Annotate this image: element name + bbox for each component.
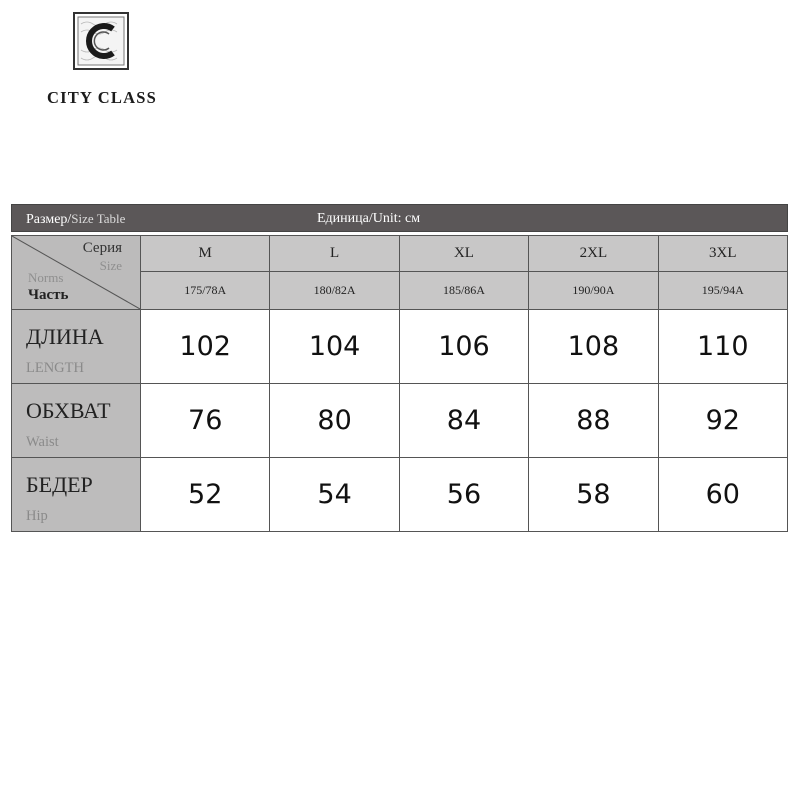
corner-header [12,236,141,310]
size-norm-xl: 185/86A [399,272,528,310]
table-row-waist [12,383,788,457]
value-cell: 88 [529,383,658,457]
row-label-ru: ДЛИНА [26,323,104,349]
size-header-m: M [141,236,270,272]
brand-name: CITY CLASS [47,88,157,107]
value-cell: 84 [399,383,528,457]
value-cell: 76 [141,383,270,457]
value-cell: 110 [658,309,787,383]
size-header-2xl: 2XL [529,236,658,272]
row-label-en: Hip [26,507,48,524]
size-norm-3xl: 195/94A [658,272,787,310]
row-label-length [12,309,141,383]
corner-series-en: Size [99,258,122,273]
size-norm-m: 175/78A [141,272,270,310]
size-grid [11,235,788,532]
value-cell: 52 [141,457,270,531]
corner-norms-en: Norms [28,270,64,285]
value-cell: 104 [270,309,399,383]
row-label-hip [12,457,141,531]
table-title-bar [11,204,788,232]
row-label-ru: БЕДЕР [26,471,93,497]
size-norm-2xl: 190/90A [529,272,658,310]
corner-part-ru: Часть [28,287,69,303]
table-row-hip [12,457,788,531]
value-cell: 102 [141,309,270,383]
size-header-l: L [270,236,399,272]
table-title-ru: Размер/ [26,212,72,227]
value-cell: 60 [658,457,787,531]
value-cell: 54 [270,457,399,531]
row-label-en: Waist [26,433,59,450]
row-label-ru: ОБХВАТ [26,397,111,423]
value-cell: 108 [529,309,658,383]
value-cell: 56 [399,457,528,531]
value-cell: 92 [658,383,787,457]
table-unit: Единица/Unit: см [317,211,421,226]
size-header-3xl: 3XL [658,236,787,272]
row-label-en: LENGTH [26,359,84,376]
value-cell: 106 [399,309,528,383]
table-row-length [12,309,788,383]
value-cell: 80 [270,383,399,457]
row-label-waist [12,383,141,457]
c-monogram-icon [73,12,129,70]
corner-series-ru: Серия [82,240,122,256]
size-norm-l: 180/82A [270,272,399,310]
size-header-xl: XL [399,236,528,272]
brand-logo [16,12,188,107]
table-title-en: Size Table [71,211,126,226]
value-cell: 58 [529,457,658,531]
table-title [26,211,125,228]
